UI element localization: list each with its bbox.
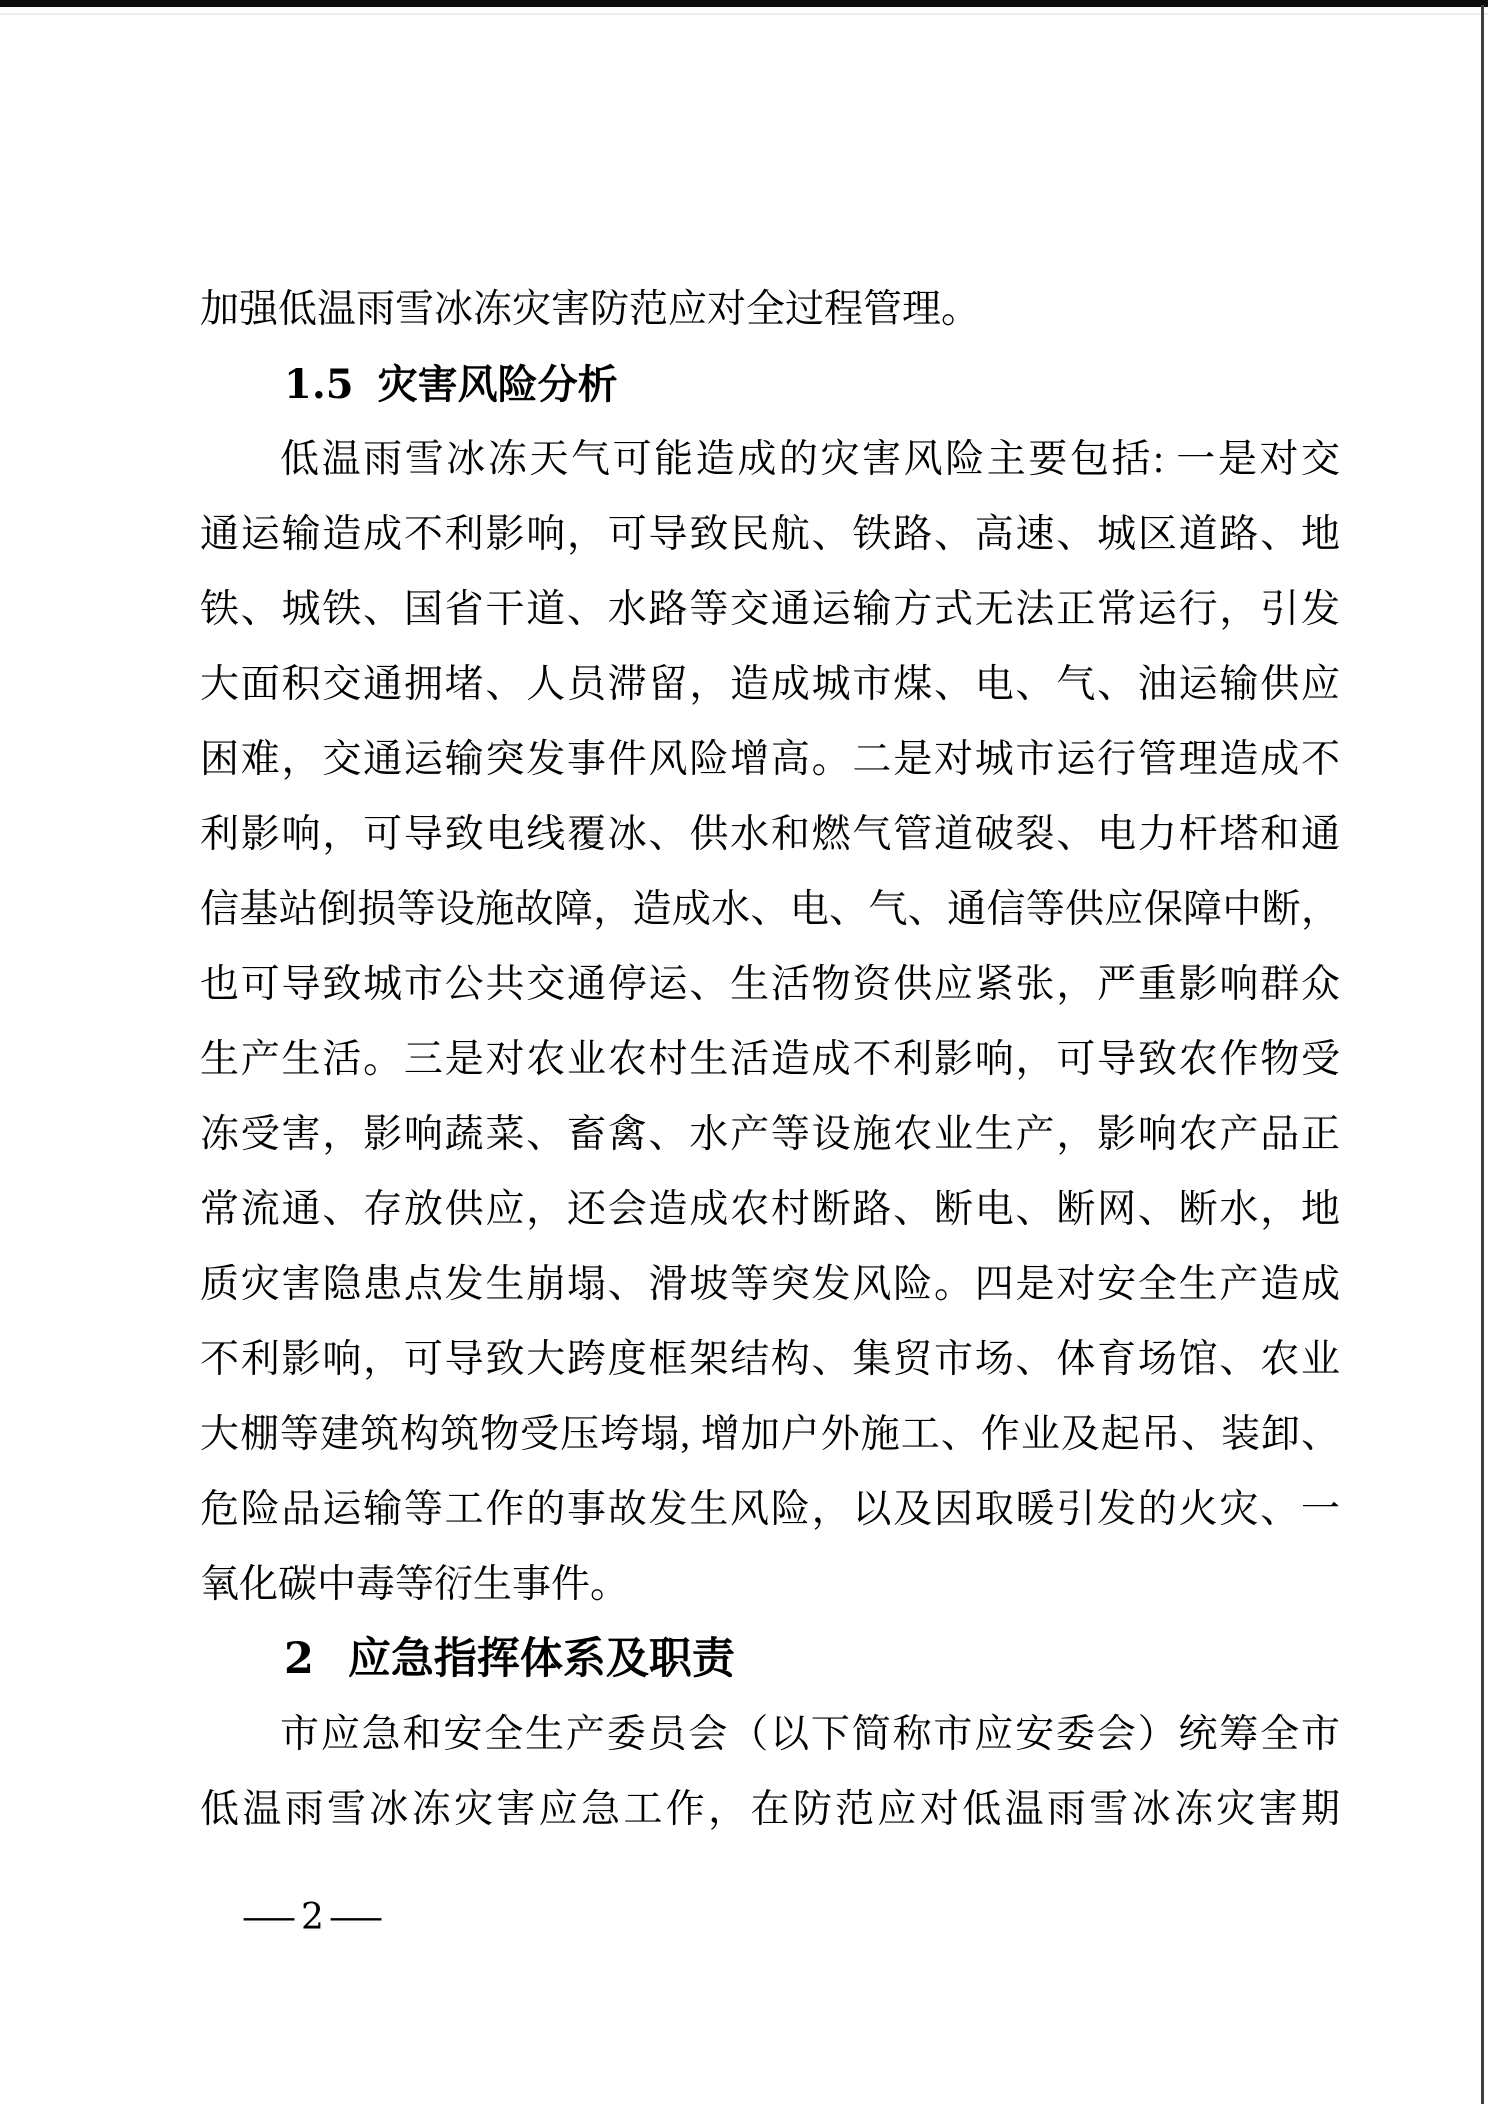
- text-line: 危险品运输等工作的事故发生风险，以及因取暖引发的火灾、一: [200, 1488, 1340, 1531]
- text-line: 市应急和安全生产委员会（以下简称市应安委会）统筹全市: [280, 1713, 1340, 1756]
- text-line: 低温雨雪冰冻天气可能造成的灾害风险主要包括: 一是对交: [280, 438, 1340, 481]
- text-line: 加强低温雨雪冰冻灾害防范应对全过程管理。: [200, 288, 981, 331]
- text-line: 困难，交通运输突发事件风险增高。二是对城市运行管理造成不: [200, 738, 1340, 781]
- section-heading: [200, 1622, 1340, 1697]
- text-line: 冻受害，影响蔬菜、畜禽、水产等设施农业生产，影响农产品正: [200, 1113, 1340, 1156]
- footer-right-dash: —: [328, 1897, 384, 1938]
- scan-top-edge: [0, 0, 1488, 7]
- heading-title: 应急指挥体系及职责: [347, 1635, 735, 1683]
- text-line: 质灾害隐患点发生崩塌、滑坡等突发风险。四是对安全生产造成: [200, 1263, 1340, 1306]
- page-number: 2: [301, 1897, 324, 1938]
- text-line: 生产生活。三是对农业农村生活造成不利影响，可导致农作物受: [200, 1038, 1340, 1081]
- heading-title: 灾害风险分析: [377, 363, 618, 407]
- scan-right-edge: [1481, 5, 1484, 2104]
- text-line: 低温雨雪冰冻灾害应急工作，在防范应对低温雨雪冰冻灾害期: [200, 1788, 1340, 1831]
- footer-left-dash: —: [241, 1897, 297, 1938]
- text-line: 氧化碳中毒等衍生事件。: [200, 1563, 630, 1606]
- section-heading: [200, 347, 1340, 422]
- text-line: 利影响，可导致电线覆冰、供水和燃气管道破裂、电力杆塔和通: [200, 813, 1340, 856]
- text-line: 大面积交通拥堵、人员滞留，造成城市煤、电、气、油运输供应: [200, 663, 1340, 706]
- heading-number: 1.5: [284, 361, 354, 408]
- page-footer: [237, 1895, 388, 1940]
- text-line: 通运输造成不利影响，可导致民航、铁路、高速、城区道路、地: [200, 513, 1340, 556]
- document-body: [200, 272, 1340, 1847]
- heading-number: 2: [284, 1634, 314, 1684]
- scan-top-faint-line: [0, 13, 1488, 15]
- text-line: 信基站倒损等设施故障，造成水、电、气、通信等供应保障中断，: [200, 888, 1340, 931]
- text-line: 大棚等建筑构筑物受压垮塌, 增加户外施工、作业及起吊、装卸、: [200, 1413, 1340, 1456]
- text-line: 也可导致城市公共交通停运、生活物资供应紧张，严重影响群众: [200, 963, 1340, 1006]
- text-line: 不利影响，可导致大跨度框架结构、集贸市场、体育场馆、农业: [200, 1338, 1340, 1381]
- text-line: 常流通、存放供应，还会造成农村断路、断电、断网、断水，地: [200, 1188, 1340, 1231]
- text-line: 铁、城铁、国省干道、水路等交通运输方式无法正常运行，引发: [200, 588, 1340, 631]
